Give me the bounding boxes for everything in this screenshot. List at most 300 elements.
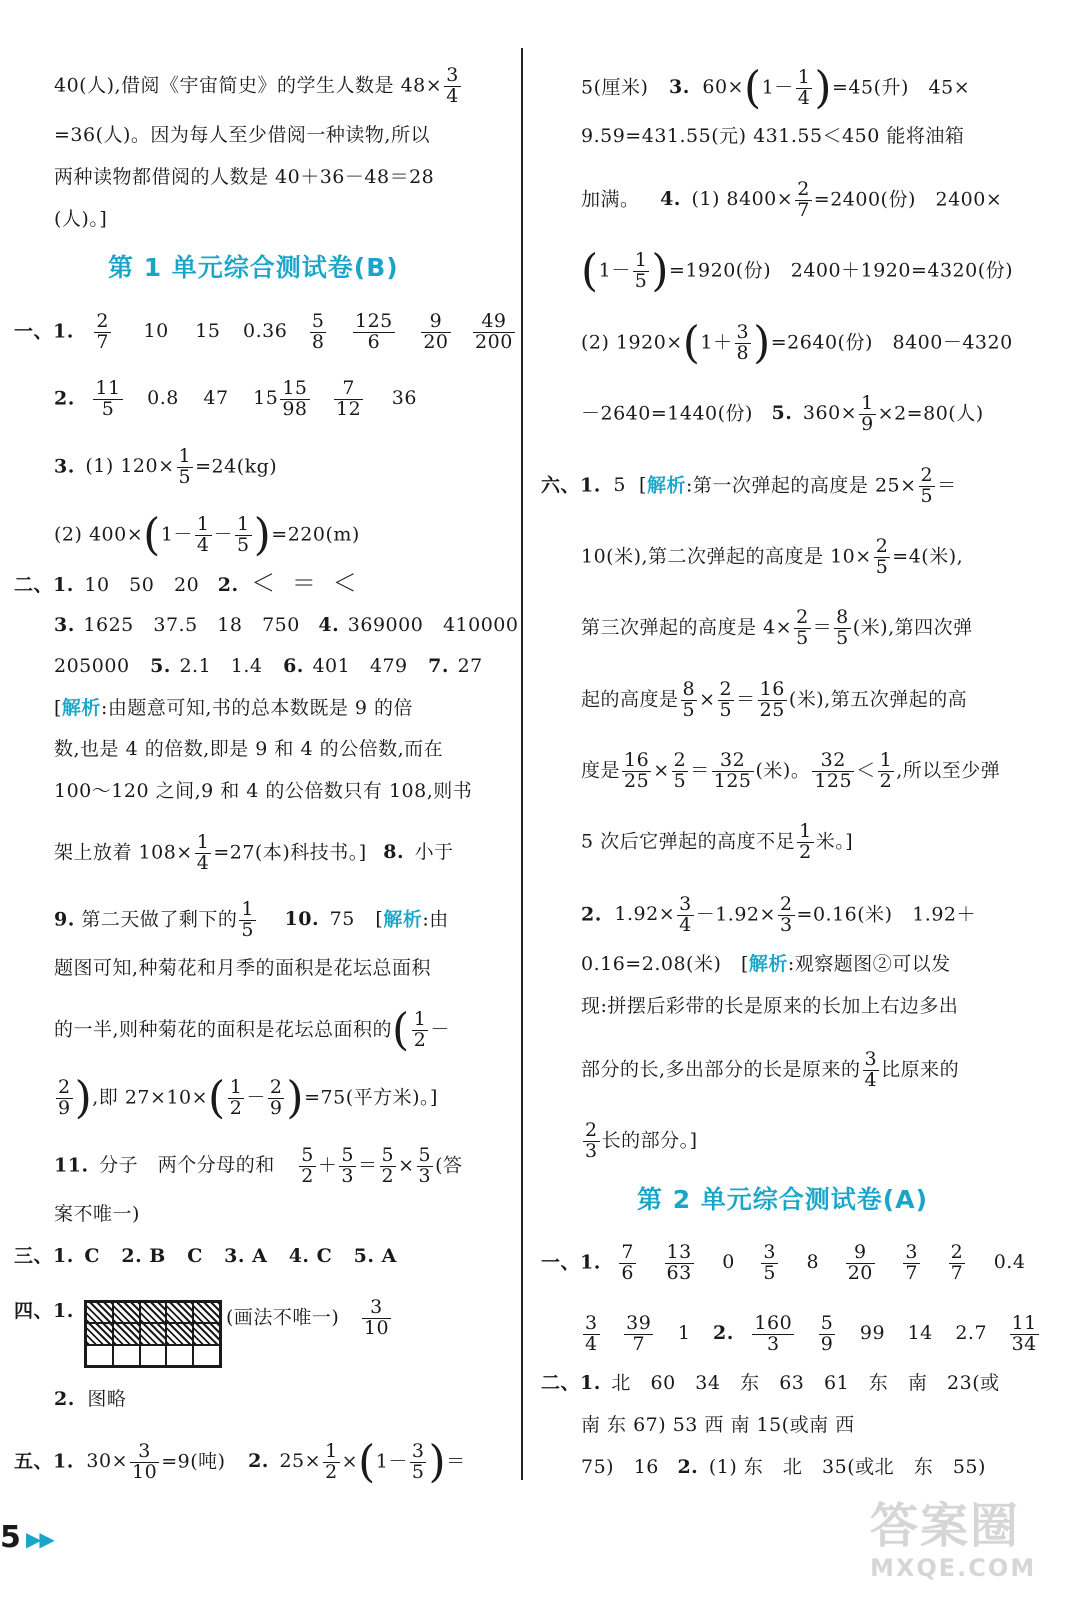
- fraction: [444, 66, 461, 107]
- numerator: 5: [418, 1144, 432, 1166]
- denominator: 7: [950, 1261, 964, 1284]
- text: =27(本)科技书。]: [213, 841, 367, 864]
- explanation-line: [54, 1004, 450, 1056]
- answer: C 2. B C 3. A 4. C 5. A: [84, 1245, 397, 1267]
- numerator: 7: [621, 1241, 634, 1263]
- text: ＜: [856, 759, 876, 782]
- text: ,即 27×10×: [92, 1086, 209, 1109]
- watermark-url: MXQE.COM: [870, 1554, 1037, 1582]
- question-label: 三、1.: [14, 1245, 74, 1267]
- numerator: 32: [812, 751, 854, 772]
- text: 60×: [702, 76, 744, 99]
- text: (答: [435, 1154, 463, 1177]
- numerator: 2: [58, 1076, 71, 1098]
- denominator: 5: [673, 769, 687, 792]
- question-label: 2.: [54, 387, 75, 410]
- text-line: =36(人)。因为每人至少借阅一种读物,所以: [54, 124, 430, 146]
- explanation-label: 解析: [383, 908, 423, 931]
- denominator: 200: [475, 330, 513, 353]
- answer: 205000: [54, 655, 130, 677]
- answer: ＜ ＝ ＜: [251, 569, 358, 597]
- text: 10(米),第二次弹起的高度是 10×: [581, 545, 872, 568]
- answer: 47: [203, 387, 229, 410]
- question-label: 7.: [428, 655, 450, 677]
- denominator: 12: [336, 397, 362, 420]
- denominator: 98: [282, 397, 308, 420]
- fraction: [339, 1146, 356, 1187]
- denominator: 5: [763, 1261, 776, 1284]
- text: ＝: [812, 616, 833, 639]
- watermark: [870, 1498, 1060, 1594]
- denominator: 7: [96, 330, 109, 353]
- fraction: [863, 1050, 880, 1091]
- text: －: [246, 1086, 266, 1109]
- answer: 0: [722, 1251, 735, 1274]
- denominator: 8: [736, 341, 750, 364]
- text: (2) 1920×: [581, 331, 683, 354]
- denominator: 34: [1011, 1332, 1037, 1355]
- question-label: 2.: [677, 1456, 699, 1478]
- text-line: (人)。]: [54, 208, 108, 230]
- answer-line: [54, 653, 483, 679]
- explanation-line: [581, 751, 1000, 792]
- answer: 15: [253, 387, 279, 410]
- answer: 401 479: [312, 655, 408, 677]
- text: 1－: [598, 259, 631, 282]
- text: 5 次后它弹起的高度不足: [581, 830, 796, 853]
- numerator: 1: [799, 820, 812, 842]
- fraction: [859, 394, 876, 435]
- numerator: 160: [754, 1312, 793, 1334]
- question-label: 2.: [217, 574, 239, 596]
- page-number: 5: [0, 1520, 21, 1555]
- text: 25×: [279, 1450, 322, 1473]
- text: ＝: [446, 1450, 466, 1473]
- fraction: [794, 608, 811, 649]
- denominator: 5: [178, 465, 192, 488]
- fraction: [718, 680, 735, 721]
- text: ×2=80(人): [877, 402, 984, 425]
- explanation-line: [解析:由题意可知,书的总本数既是 9 的倍: [54, 697, 414, 719]
- denominator: 3: [585, 1139, 598, 1162]
- numerator: 5: [301, 1144, 314, 1166]
- denominator: 2: [229, 1096, 243, 1119]
- denominator: 20: [423, 330, 449, 353]
- fraction: [797, 822, 814, 863]
- text: =220(m): [271, 523, 360, 546]
- answer: 99: [859, 1322, 886, 1345]
- answer-line: [54, 1146, 463, 1187]
- numerator: 3: [864, 1048, 878, 1070]
- open-paren: (: [143, 509, 161, 561]
- answer: 14: [907, 1322, 933, 1345]
- fraction: [473, 312, 515, 353]
- answer-line: [581, 895, 976, 936]
- fraction: [1010, 1314, 1039, 1355]
- text: (1) 120×: [85, 455, 175, 478]
- denominator: 5: [634, 269, 648, 292]
- text: :观察题图②可以发: [787, 953, 951, 975]
- numerator: 3: [411, 1440, 425, 1462]
- explanation-line: [581, 537, 963, 578]
- question-label: 二、1.: [14, 574, 74, 596]
- numerator: 3: [362, 1298, 391, 1319]
- denominator: 125: [814, 769, 853, 792]
- text: =9(吨): [161, 1450, 226, 1473]
- fraction: [412, 1010, 429, 1051]
- explanation-line: [581, 1050, 959, 1091]
- denominator: 125: [713, 769, 752, 792]
- denominator: 10: [363, 1316, 390, 1339]
- answer: 0.8: [147, 387, 179, 410]
- denominator: 5: [796, 626, 809, 649]
- text: :第一次弹起的高度是 25×: [686, 474, 917, 497]
- answer: (1) 东 北 35(或北 东 55): [708, 1456, 986, 1478]
- answer: 2.7: [955, 1322, 988, 1345]
- text: ×: [398, 1154, 415, 1177]
- text: －1.92×: [695, 903, 776, 926]
- numerator: 3: [446, 64, 459, 86]
- open-paren: (: [358, 1436, 376, 1488]
- fraction: [677, 895, 694, 936]
- fraction: [796, 68, 813, 109]
- text: =4(米),: [892, 545, 964, 568]
- denominator: 10: [132, 1460, 158, 1483]
- explanation-line: [54, 833, 454, 874]
- numerator: 5: [820, 1312, 834, 1334]
- text: =1920(份) 2400＋1920=4320(份): [669, 259, 1014, 282]
- numerator: 3: [763, 1241, 776, 1263]
- fraction: [622, 751, 651, 792]
- denominator: 5: [237, 533, 250, 556]
- explanation-label: 解析: [748, 953, 788, 975]
- denominator: 9: [861, 412, 874, 435]
- denominator: 3: [418, 1164, 432, 1187]
- fraction: [130, 1442, 159, 1483]
- text: 长的部分。]: [601, 1129, 698, 1152]
- question-label: 10.: [284, 908, 320, 931]
- question-label: 2.: [248, 1450, 269, 1473]
- answer-line: [14, 1436, 466, 1488]
- section-heading: 第 2 单元综合测试卷(A): [637, 1185, 929, 1214]
- fraction: [712, 751, 754, 792]
- fraction: [93, 379, 122, 420]
- question-label: 3.: [668, 76, 690, 99]
- text: ×: [653, 759, 670, 782]
- numerator: 2: [96, 310, 109, 332]
- numerator: 3: [679, 893, 692, 915]
- question-label: 11.: [54, 1154, 89, 1177]
- explanation-line: 100～120 之间,9 和 4 的公倍数只有 108,则书: [54, 780, 473, 802]
- question-label: 一、1.: [541, 1251, 601, 1274]
- fraction: [56, 1078, 73, 1119]
- fraction: [672, 751, 689, 792]
- text: 1－: [375, 1450, 408, 1473]
- text: ＋: [317, 1154, 338, 1177]
- denominator: 5: [101, 397, 115, 420]
- explanation-line: [581, 822, 853, 863]
- denominator: 9: [269, 1096, 283, 1119]
- fraction: [310, 312, 327, 353]
- column-divider: [521, 48, 523, 1480]
- denominator: 2: [413, 1028, 427, 1051]
- fraction: [846, 1243, 875, 1284]
- fraction: [795, 180, 812, 221]
- question-label: 6.: [283, 655, 304, 677]
- answer-line: [54, 612, 518, 638]
- answer-line: [226, 1298, 393, 1339]
- numerator: 5: [341, 1144, 354, 1166]
- numerator: 5: [381, 1144, 395, 1166]
- denominator: 4: [585, 1332, 598, 1355]
- question-label: 8.: [383, 841, 405, 864]
- numerator: 15: [282, 377, 308, 399]
- numerator: 2: [875, 535, 889, 557]
- answer-line: [14, 570, 357, 598]
- numerator: 5: [311, 310, 325, 332]
- denominator: 4: [797, 86, 811, 109]
- close-paren: ): [814, 62, 832, 114]
- explanation-line: 现:拼摆后彩带的长是原来的长加上右边多出: [581, 995, 959, 1017]
- text: ＝: [736, 688, 756, 711]
- explanation-line: [581, 680, 967, 721]
- answer: 27: [457, 655, 483, 677]
- fraction: [752, 1314, 794, 1355]
- denominator: 5: [836, 626, 849, 649]
- numerator: 1: [325, 1440, 338, 1462]
- fraction: [410, 1442, 427, 1483]
- numerator: 1: [241, 898, 254, 920]
- numerator: 1: [797, 66, 811, 88]
- denominator: 4: [679, 913, 692, 936]
- question-label: 二、1.: [541, 1372, 601, 1394]
- numerator: 3: [905, 1241, 919, 1263]
- text: 的一半,则种菊花的面积是花坛总面积的: [54, 1018, 393, 1041]
- fraction: [834, 608, 851, 649]
- text: 1.92×: [614, 903, 676, 926]
- fraction: [665, 1243, 694, 1284]
- numerator: 2: [269, 1076, 283, 1098]
- text: =0.16(米) 1.92＋: [796, 903, 977, 926]
- denominator: 5: [682, 698, 696, 721]
- text: ＝: [937, 474, 957, 497]
- fraction: [624, 1314, 653, 1355]
- text: －2640=1440(份): [581, 402, 753, 425]
- fraction: [761, 1243, 778, 1284]
- numerator: 49: [473, 312, 515, 333]
- denominator: 25: [624, 769, 650, 792]
- denominator: 2: [381, 1164, 395, 1187]
- numerator: 1: [196, 831, 210, 853]
- fraction: [874, 537, 891, 578]
- answer-line: [14, 1298, 74, 1324]
- answer-line: [54, 379, 417, 420]
- fraction-grid-figure: [84, 1300, 222, 1368]
- answer-line: [581, 62, 971, 114]
- question-label: 2.: [713, 1322, 734, 1345]
- denominator: 3: [766, 1332, 780, 1355]
- numerator: 2: [796, 606, 809, 628]
- fraction: [239, 900, 256, 941]
- denominator: 63: [666, 1261, 692, 1284]
- question-label: 六、1.: [541, 474, 601, 497]
- numerator: 3: [736, 321, 750, 343]
- text-line: 案不唯一): [54, 1203, 140, 1225]
- numerator: 2: [797, 178, 810, 200]
- text: (2) 400×: [54, 523, 144, 546]
- section-heading: 第 1 单元综合测试卷(B): [108, 253, 399, 282]
- text-line: 9.59=431.55(元) 431.55＜450 能将油箱: [581, 125, 965, 147]
- numerator: 16: [624, 749, 650, 771]
- fraction: [758, 680, 787, 721]
- fraction: [633, 251, 650, 292]
- denominator: 5: [920, 484, 934, 507]
- open-paren: (: [743, 62, 762, 114]
- answer-line: [541, 1370, 1000, 1396]
- numerator: 8: [836, 606, 849, 628]
- denominator: 2: [301, 1164, 314, 1187]
- numerator: 1: [229, 1076, 243, 1098]
- question-label: 9.: [54, 908, 75, 931]
- answer-line: 南 东 67) 53 西 南 15(或南 西: [581, 1414, 855, 1436]
- answer: 分子 两个分母的和: [99, 1154, 275, 1177]
- text: 360×: [802, 402, 858, 425]
- text: :由: [422, 908, 449, 931]
- fraction: [334, 379, 363, 420]
- numerator: 2: [585, 1119, 598, 1141]
- numerator: 11: [1011, 1312, 1037, 1334]
- answer: 5 [: [613, 474, 647, 497]
- answer: 36: [391, 387, 417, 410]
- text: 米。]: [815, 830, 854, 853]
- denominator: 25: [759, 698, 785, 721]
- fraction: [919, 466, 936, 507]
- answer-line: [54, 447, 277, 488]
- question-label: 2.: [54, 1388, 75, 1410]
- fraction: [195, 515, 212, 556]
- explanation-line: [581, 1121, 698, 1162]
- question-label: 5.: [771, 402, 793, 425]
- open-paren: (: [581, 245, 599, 297]
- numerator: 2: [719, 678, 733, 700]
- denominator: 2: [799, 840, 812, 863]
- answer: 369000 410000: [347, 614, 519, 636]
- numerator: 8: [682, 678, 696, 700]
- answer: 10: [143, 320, 169, 343]
- denominator: 3: [341, 1164, 354, 1187]
- explanation-line: 题图可知,种菊花和月季的面积是花坛总面积: [54, 957, 432, 979]
- text: (米),第五次弹起的高: [788, 688, 968, 711]
- denominator: 9: [820, 1332, 834, 1355]
- fraction: [681, 680, 698, 721]
- open-paren: (: [682, 317, 701, 369]
- denominator: 20: [847, 1261, 873, 1284]
- numerator: 1: [634, 249, 648, 271]
- fraction: [380, 1146, 397, 1187]
- fraction: [280, 379, 309, 420]
- question-label: 4.: [660, 188, 681, 211]
- answer-line: [581, 1454, 986, 1480]
- denominator: 4: [196, 533, 210, 556]
- text: －: [430, 1018, 450, 1041]
- denominator: 8: [311, 330, 325, 353]
- denominator: 4: [864, 1068, 878, 1091]
- numerator: 7: [334, 379, 363, 400]
- fraction: [812, 751, 854, 792]
- close-paren: ): [74, 1072, 93, 1124]
- answer-line: [14, 1243, 397, 1269]
- denominator: 6: [367, 330, 381, 353]
- denominator: 5: [241, 918, 254, 941]
- question-label: 2.: [581, 903, 602, 926]
- denominator: 5: [719, 698, 733, 721]
- text: 1－: [761, 76, 794, 99]
- question-label: 3.: [54, 614, 75, 636]
- numerator: 11: [95, 377, 121, 399]
- text: 部分的长,多出部分的长是原来的: [581, 1058, 861, 1081]
- text: =2640(份) 8400－4320: [770, 331, 1013, 354]
- explanation-label: 解析: [61, 697, 101, 719]
- denominator: 5: [411, 1460, 425, 1483]
- denominator: 2: [879, 769, 893, 792]
- numerator: 2: [779, 893, 793, 915]
- text: =75(平方米)。]: [304, 1086, 438, 1109]
- explanation-line: [581, 951, 951, 977]
- open-paren: (: [208, 1072, 226, 1124]
- answer: 0.4: [993, 1251, 1026, 1274]
- numerator: 9: [421, 312, 450, 333]
- fraction: [903, 1243, 920, 1284]
- fraction: [778, 895, 795, 936]
- answer-line: [581, 394, 984, 435]
- answer: 2.1 1.4: [179, 655, 263, 677]
- numerator: 1: [196, 513, 210, 535]
- denominator: 5: [875, 555, 889, 578]
- text: ,所以至少弹: [896, 759, 1001, 782]
- answer: 图略: [87, 1388, 127, 1410]
- question-label: 4.: [318, 614, 340, 636]
- explanation-label: 解析: [646, 474, 686, 497]
- fraction: [583, 1121, 600, 1162]
- text: 1＋: [700, 331, 733, 354]
- fraction: [195, 833, 212, 874]
- answer: 小于: [414, 841, 454, 864]
- text: 30×: [86, 1450, 128, 1473]
- answer: 75: [329, 908, 355, 931]
- text: 1－: [160, 523, 193, 546]
- question-label: 一、1.: [14, 320, 74, 343]
- text: 加满。: [581, 188, 640, 211]
- text: =45(升) 45×: [832, 76, 971, 99]
- numerator: 1: [861, 392, 874, 414]
- answer-line: [541, 1243, 1025, 1284]
- answer: 10 50 20: [84, 574, 200, 596]
- numerator: 39: [626, 1312, 652, 1334]
- numerator: 1: [237, 513, 250, 535]
- question-label: 四、1.: [14, 1300, 74, 1322]
- answer: 1625 37.5 18 750: [83, 614, 300, 636]
- fraction: [619, 1243, 636, 1284]
- numerator: 13: [666, 1241, 692, 1263]
- close-paren: ): [286, 1072, 305, 1124]
- numerator: 125: [355, 310, 393, 332]
- text-line: [54, 66, 463, 107]
- text: 5(厘米): [581, 76, 649, 99]
- text: (1) 8400×: [691, 188, 794, 211]
- answer-line: [581, 180, 1002, 221]
- numerator: 1: [413, 1008, 427, 1030]
- close-paren: ): [428, 1436, 447, 1488]
